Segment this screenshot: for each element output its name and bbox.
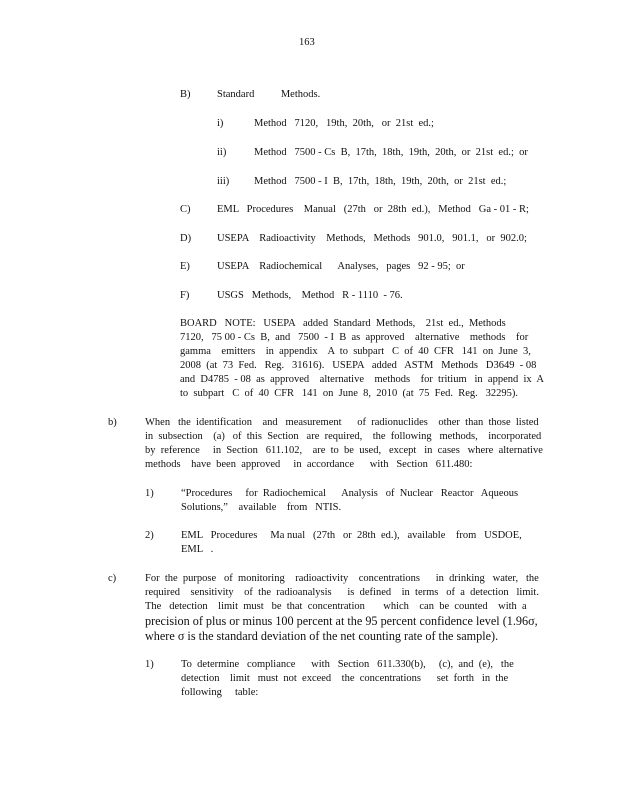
list-marker: D) — [180, 233, 192, 244]
section-c-line: required sensitivity of the radioanalysis is defined in terms of a detection limit. — [145, 587, 539, 598]
board-note-line: and D4785 - 08 as approved alternative methods for tritium in append ix A — [180, 374, 544, 385]
section-b-item-line: “Procedures for Radiochemical Analysis of Nuclear Reactor Aqueous — [181, 488, 519, 499]
list-marker-b: B) — [180, 89, 191, 100]
section-b-item-marker: 2) — [145, 530, 154, 541]
section-marker-b: b) — [108, 417, 117, 428]
section-c-line: For the purpose of monitoring radioactivity concentrations in drinking water, the — [145, 573, 539, 584]
sub-item-text: Method 7120, 19th, 20th, or 21st ed.; — [254, 118, 434, 129]
section-b-item-line: EML . — [181, 544, 214, 555]
list-marker: F) — [180, 290, 190, 301]
section-b-item-line: Solutions,” available from NTIS. — [181, 502, 342, 513]
section-b-line: When the identification and measurement of radionuclides other than those listed — [145, 417, 539, 428]
list-marker: C) — [180, 204, 191, 215]
section-b-item-line: EML Procedures Ma nual (27th or 28th ed.), available from USDOE, — [181, 530, 522, 541]
section-b-line: methods have been approved in accordance with Section 611.480: — [145, 459, 473, 470]
section-b-line: by reference in Section 611.102, are to be used, except in cases where alternative — [145, 445, 543, 456]
section-b-line: in subsection (a) of this Section are required, the following methods, incorporated — [145, 431, 542, 442]
sub-item-marker: i) — [217, 118, 224, 129]
list-marker: E) — [180, 261, 190, 272]
section-marker-c: c) — [108, 573, 117, 584]
list-item-text: USEPA Radiochemical Analyses, pages 92 - 95; or — [217, 261, 465, 272]
board-note-line: BOARD NOTE: USEPA added Standard Methods, 21st ed., Methods — [180, 318, 506, 329]
board-note-line: gamma emitters in appendix A to subpart C of 40 CFR 141 on June 3, — [180, 346, 531, 357]
section-c-line-large: precision of plus or minus 100 percent at the 95 percent confidence level (1.96σ, — [145, 614, 538, 628]
sub-item-text: Method 7500 - I B, 17th, 18th, 19th, 20th, or 21st ed.; — [254, 176, 507, 187]
sub-item-marker: iii) — [217, 176, 230, 187]
section-c-item-line: To determine compliance with Section 611.330(b), (c), and (e), the — [181, 659, 514, 670]
sub-item-text: Method 7500 - Cs B, 17th, 18th, 19th, 20th, or 21st ed.; or — [254, 147, 528, 158]
section-b-item-marker: 1) — [145, 488, 154, 499]
list-item-text: USGS Methods, Method R - 1110 - 76. — [217, 290, 403, 301]
section-c-item-marker: 1) — [145, 659, 154, 670]
list-item-text: USEPA Radioactivity Methods, Methods 901.0, 901.1, or 902.0; — [217, 233, 527, 244]
board-note-line: 7120, 75 00 - Cs B, and 7500 - I B as approved alternative methods for — [180, 332, 529, 343]
board-note-line: to subpart C of 40 CFR 141 on June 8, 2010 (at 75 Fed. Reg. 32295). — [180, 388, 519, 399]
section-c-item-line: following table: — [181, 687, 259, 698]
list-item-text: EML Procedures Manual (27th or 28th ed.), Method Ga - 01 - R; — [217, 204, 529, 215]
list-item-b-text: Standard Methods. — [217, 89, 321, 100]
section-c-line: The detection limit must be that concentration which can be counted with a — [145, 601, 527, 612]
board-note-line: 2008 (at 73 Fed. Reg. 31616). USEPA added ASTM Methods D3649 - 08 — [180, 360, 537, 371]
sub-item-marker: ii) — [217, 147, 227, 158]
page-number: 163 — [299, 37, 315, 48]
section-c-item-line: detection limit must not exceed the concentrations set forth in the — [181, 673, 509, 684]
section-c-line-large: where σ is the standard deviation of the net counting rate of the sample). — [145, 629, 499, 643]
